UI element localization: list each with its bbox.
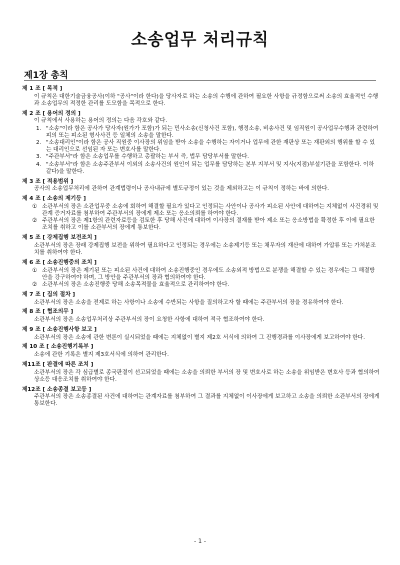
- article-body: 소관부서의 장은 소송에 관한 변론이 실시되었을 때에는 지체없이 별지 제2호 서식에 의하여 그 진행경과를 이사장에게 보고하여야 한다.: [34, 334, 365, 341]
- clause-text: 소관부서의 장은 제기된 또는 피소된 사건에 대하여 소송진행중인 경우에도 소송외적 방법으로 분쟁을 해결할 수 있는 경우에는 그 해결방안을 강구하여야 하며, 그 방안을 주관부서의 장과 협의하여야 한다.: [42, 267, 375, 281]
- article-title: 제 6 조 [ 소송진행중의 조치 ]: [22, 259, 97, 266]
- article: [22, 362, 380, 384]
- clause-number: ①: [32, 267, 38, 274]
- clause-text: 소관부서의 장은 소관업무중 소송에 회하여 해결할 필요가 있다고 인정되는 사안이나 공사가 피소된 사안에 대하여는 지체없이 사건경위 및 관계 증거자료를 첨부하여 주관부서의 장에게 제소 또는 응소의뢰를 하여야 한다.: [42, 203, 379, 218]
- article: [22, 327, 380, 342]
- clause-item: [22, 204, 380, 218]
- clause-number: ②: [32, 282, 38, 289]
- item-text: "소송부서"라 함은 소송주관부서 이외의 소송사건의 원인이 되는 업무를 담당하는 본부 지부서 및 지사(지점)부설기관을 포함한다. 이하 같다)을 말한다.: [46, 161, 374, 175]
- item-text: "주관부서"라 함은 소송업무를 수행하고 총괄하는 부서 즉, 법무 담당부서를 말한다.: [46, 154, 250, 161]
- articles-list: [22, 86, 380, 411]
- article-title: 제 9 조 [ 소송진행사항 보고 ]: [22, 326, 97, 333]
- article: [22, 344, 380, 359]
- article-title: 제 3 조 [ 적용범위 ]: [22, 178, 74, 185]
- clause-number: ②: [32, 218, 38, 225]
- article-title: 제 2 조 [ 용어의 정의 ]: [22, 110, 81, 117]
- numbered-item: [22, 140, 380, 154]
- article: [22, 292, 380, 307]
- numbered-item: [22, 126, 380, 140]
- numbered-item: [22, 154, 380, 161]
- article-title: 제 4 조 [ 소송의 제기등 ]: [22, 196, 86, 203]
- article-body: 주관부서의 장은 소송종결된 사건에 대하여는 관계자료를 첨부하여 그 결과를 지체없이 이사장에게 보고하고 소송을 의뢰한 소관부서의 장에게 통보한다.: [34, 394, 380, 408]
- article: [22, 86, 380, 108]
- article-title: 제 7 조 [ 집의 절차 ]: [22, 291, 76, 298]
- article-title: 제 1 조 [ 목적 ]: [22, 86, 63, 92]
- item-number: 1.: [36, 125, 42, 132]
- article-body: 이 규칙에서 사용하는 용어의 정의는 다음 각호와 같다.: [34, 118, 168, 125]
- article: [22, 196, 380, 233]
- article-body: 소관부서의 장은 각 심급별로 종국판결이 선고되었을 때에는 소송을 의뢰한 부서의 장 및 변호사로 하는 소송을 위임받은 변호사 등과 협의하여 상소등 대응조치를 취하여야 한다.: [34, 369, 380, 383]
- article-title: 제12조 [ 소송종결 보고등 ]: [22, 386, 92, 393]
- chapter-heading: 제1장 총칙: [24, 71, 69, 81]
- article-spacer: [22, 409, 380, 412]
- article: [22, 179, 380, 194]
- page-number: - 1 -: [194, 538, 206, 545]
- article-body: 소관부서의 장은 장래 강제집행 보전을 위하여 필요하다고 인정되는 경우에는 소송제기등 또는 채무자의 재산에 대하여 가압류 또는 가처분조치를 취하여야 한다.: [34, 242, 376, 257]
- article: [22, 111, 380, 176]
- article-title: 제11조 [ 판결에 따른 조치 ]: [22, 361, 94, 368]
- article-title: 제 10 조 [ 소송진행기록부 ]: [22, 344, 94, 351]
- article-title: 제 8 조 [ 협조의무 ]: [22, 309, 74, 316]
- article-body: 소송에 관한 기록은 별지 제3호서식에 의하여 관리한다.: [34, 352, 169, 359]
- clause-text: 주관부서의 장은 제1항의 관련자료등을 검토한 후 당해 사건에 대하여 이사장의 결재를 받아 제소 또는 응소방법을 확정한 후 이에 필요한 조치를 취하고 이를 소관부서의 장에게 통보한다.: [42, 218, 375, 232]
- chapter-divider: [24, 80, 376, 81]
- item-number: 3.: [36, 154, 42, 161]
- article-body: 이 규칙은 대한기술금융공사(이하 "공사"이라 한다)을 당사자로 하는 소송의 수행에 관하여 필요한 사항을 규정함으로써 소송의 효율적인 수행과 소송업무의 적정한 관리를 도모함을 목적으로 한다.: [34, 93, 379, 107]
- article-title: 제 5 조 [ 강제집행 보전조치 ]: [22, 235, 97, 242]
- clause-item: [22, 282, 380, 289]
- clause-text: 소관부서의 장은 소송진행중 당해 소송목적물을 효율적으로 관리하여야 한다.: [42, 282, 230, 289]
- item-number: 4.: [36, 161, 42, 168]
- item-number: 2.: [36, 140, 42, 147]
- article-body: 소관부서의 장은 소송업무처리상 주관부서의 장이 요청한 사항에 대하여 적극 협조하여야 한다.: [34, 317, 265, 324]
- item-text: "소송대리인"이라 함은 공사 직원중 이사장의 위임을 받아 소송을 수행하는 자이거나 업무에 관한 재판상 또는 재판외의 행위를 할 수 있는 대리인으로 선임된 자 또는 변호사를 말한다.: [46, 140, 375, 154]
- article-body: 소관부서의 장은 소송을 전제로 하는 사항이나 소송에 수반되는 사항을 질의하고자 할 때에는 주관부서의 장을 경유하여야 한다.: [34, 299, 344, 306]
- clause-number: ①: [32, 203, 38, 210]
- article-body: 공사의 소송업무처리에 관하여 관계법령이나 공사내규에 별도규정이 있는 것을 제외하고는 이 규칙이 정하는 바에 의한다.: [34, 186, 330, 193]
- article: [22, 387, 380, 409]
- article: [22, 309, 380, 324]
- item-text: "소송"이라 함은 공사가 당사자(원가가 포함)가 되는 민사소송(신청사건 포함), 행정소송, 비송사건 및 임직원이 공사업무수행과 관련하여 피의 또는 피소된 형사사건 등 일체의 소송을 말한다.: [46, 125, 379, 139]
- numbered-item: [22, 162, 380, 176]
- article: [22, 235, 380, 257]
- clause-item: [22, 218, 380, 232]
- article: [22, 260, 380, 289]
- document-title: 소송업무 처리규칙: [131, 30, 269, 49]
- clause-item: [22, 268, 380, 282]
